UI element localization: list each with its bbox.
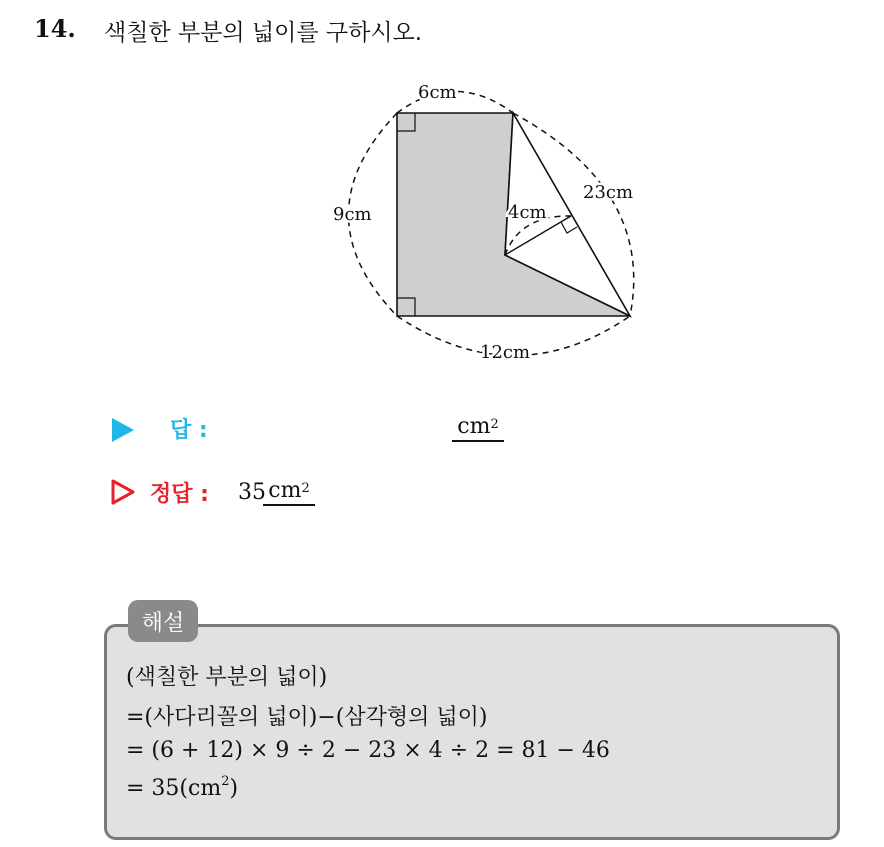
answer-unit: cm — [457, 414, 491, 439]
solution-line-4-prefix: = 35(cm — [126, 776, 222, 801]
label-bottom: 12cm — [480, 342, 531, 363]
label-hypotenuse: 23cm — [583, 182, 634, 203]
label-left: 9cm — [333, 204, 372, 225]
correct-answer-arrow-icon — [110, 479, 136, 505]
label-top: 6cm — [418, 82, 457, 103]
correct-answer-unit-box — [263, 478, 315, 506]
label-height: 4cm — [508, 202, 547, 223]
solution-tag: 해설 — [128, 600, 198, 642]
answer-unit-exp: 2 — [490, 417, 499, 432]
geometry-figure — [300, 70, 660, 370]
answer-label: 답 : — [170, 418, 208, 443]
solution-line-1: (색칠한 부분의 넓이) — [126, 665, 328, 690]
solution-line-4-exp: 2 — [221, 774, 230, 789]
solution-line-4 — [126, 776, 238, 801]
answer-arrow-icon — [112, 418, 134, 442]
correct-answer-label: 정답 : — [150, 482, 209, 507]
question-text: 색칠한 부분의 넓이를 구하시오. — [104, 20, 423, 46]
solution-box — [104, 624, 840, 840]
solution-line-3: = (6 + 12) × 9 ÷ 2 − 23 × 4 ÷ 2 = 81 − 46 — [126, 738, 610, 763]
correct-answer-value: 35 — [238, 480, 266, 505]
correct-answer-unit: cm — [268, 478, 302, 503]
solution-line-2: =(사다리꼴의 넓이)−(삼각형의 넓이) — [126, 705, 488, 730]
answer-input-blank[interactable] — [452, 414, 504, 442]
solution-line-4-suffix: ) — [229, 776, 239, 801]
question-number: 14. — [34, 14, 76, 43]
correct-answer-unit-exp: 2 — [301, 481, 310, 496]
